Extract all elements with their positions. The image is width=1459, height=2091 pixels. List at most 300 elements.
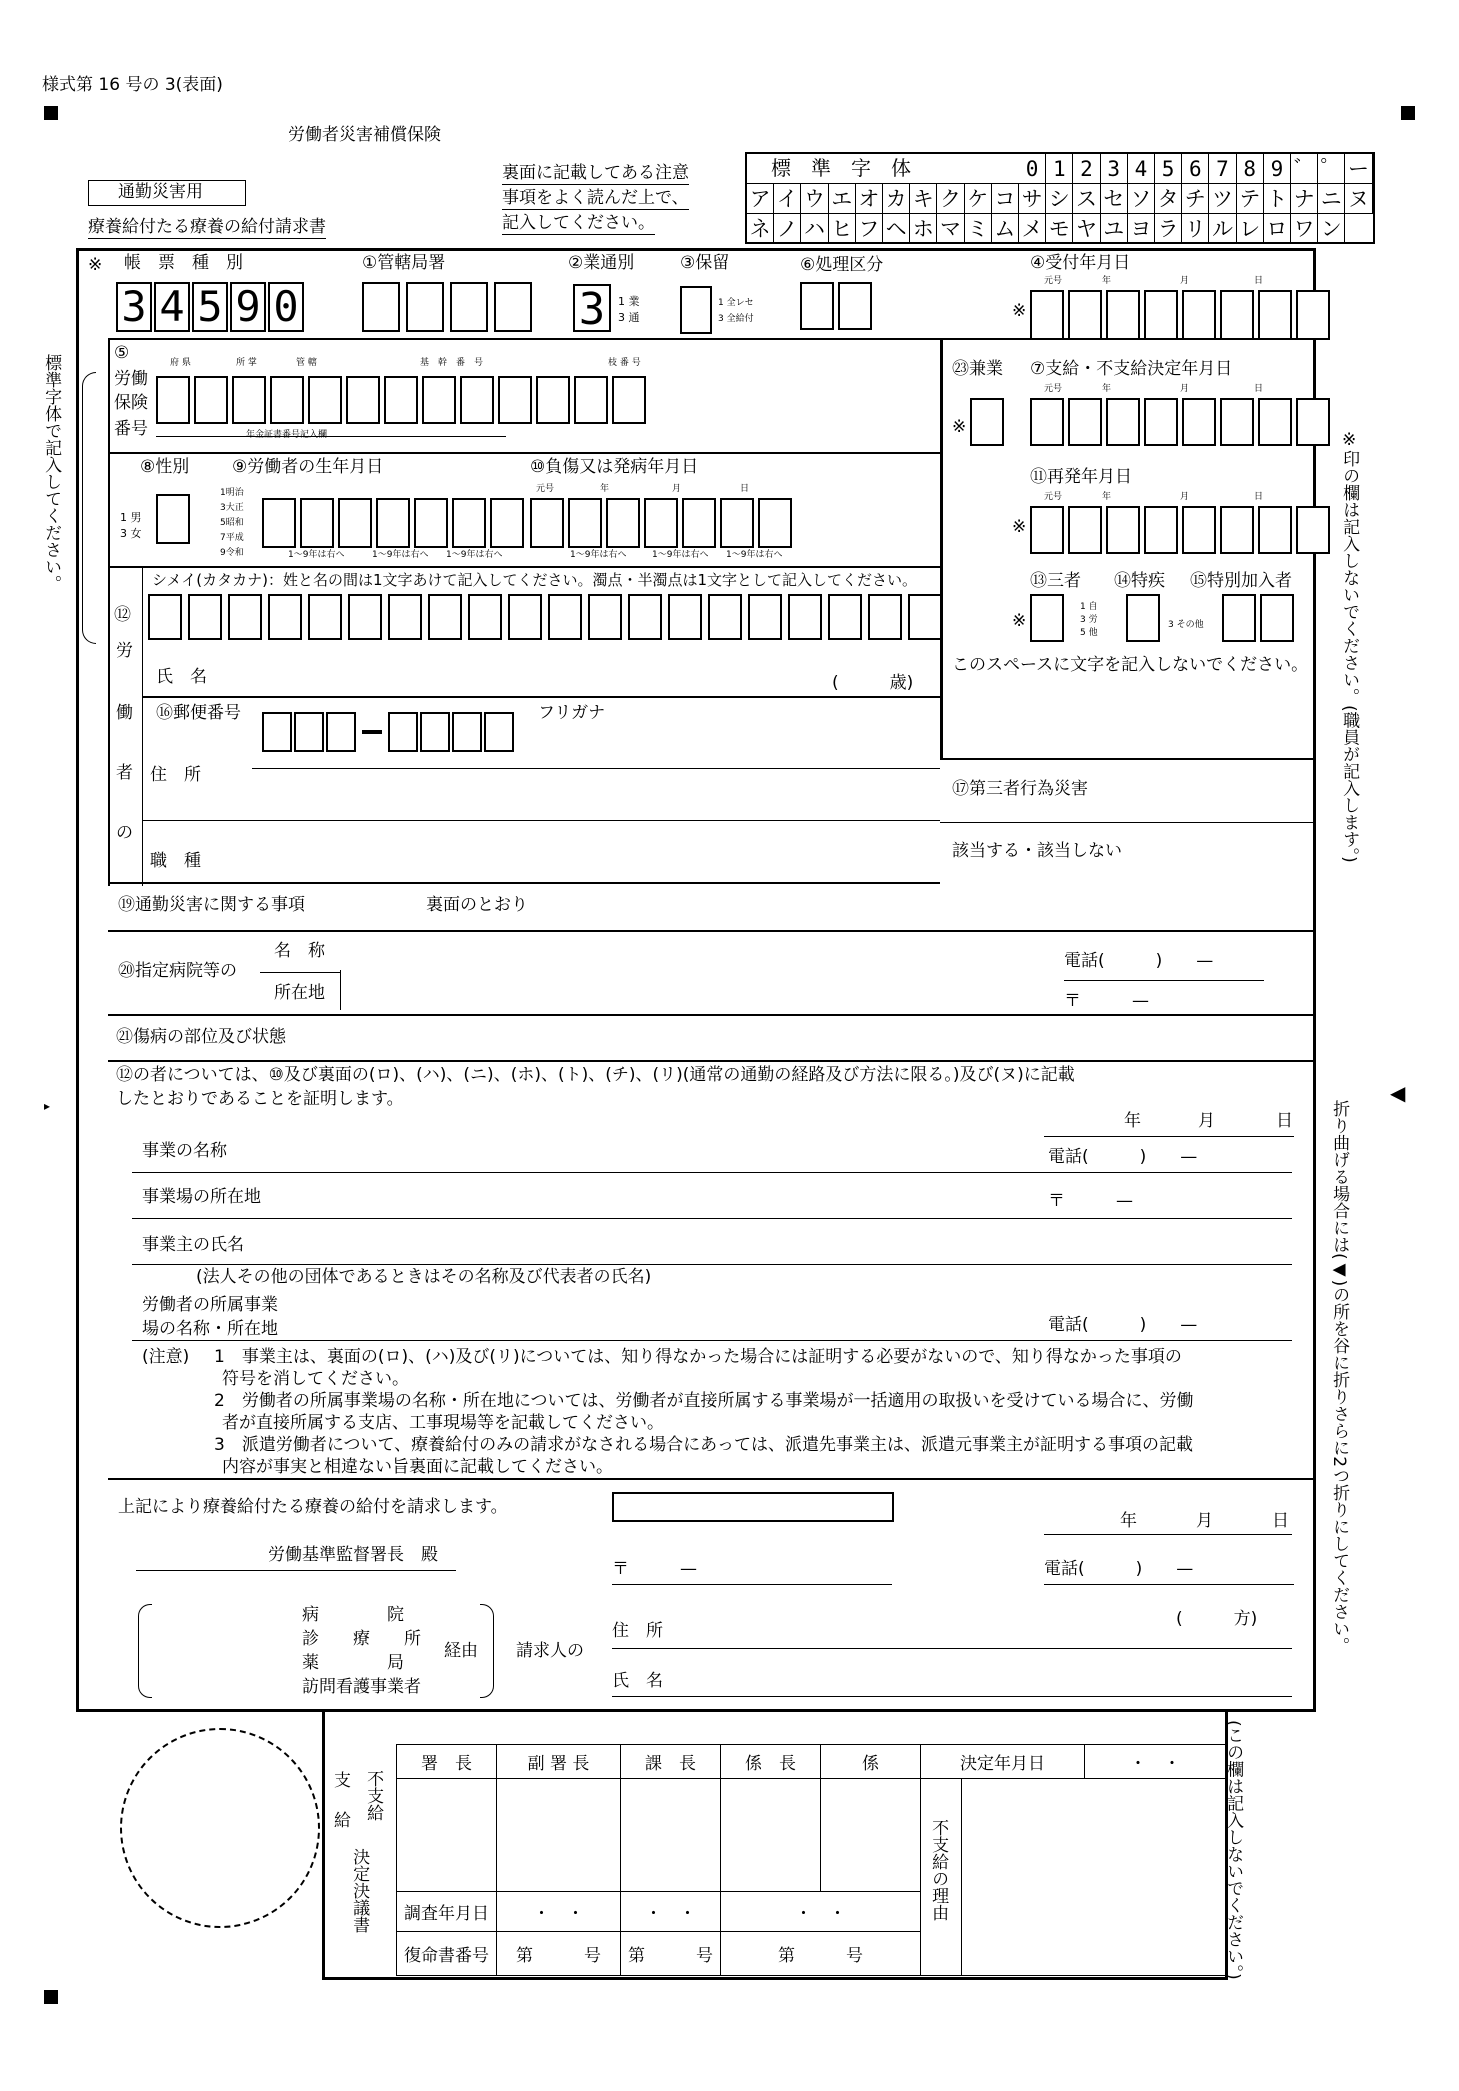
- received-cell-0[interactable]: [1030, 290, 1064, 340]
- std-char-kana2-19: ロ: [1264, 214, 1291, 244]
- std-char-kana1-22: ヌ: [1345, 184, 1372, 214]
- biz-place-label: 事業場の所在地: [142, 1187, 261, 1207]
- stamp-fukushocho[interactable]: [497, 1779, 621, 1892]
- tokushitsu-label: ⑭特疾: [1114, 571, 1165, 591]
- birth-cell-4[interactable]: [414, 498, 448, 548]
- tokubetsu-cell-1[interactable]: [1222, 594, 1256, 642]
- ledger-digit-2[interactable]: 5: [192, 282, 228, 332]
- kana-cell-17[interactable]: [828, 594, 862, 640]
- kana-cell-13[interactable]: [668, 594, 702, 640]
- std-char-kana1-6: キ: [910, 184, 937, 214]
- received-cell-6[interactable]: [1258, 290, 1292, 340]
- sansha-opt-3: 5 他: [1080, 628, 1098, 638]
- pay-cell-4[interactable]: [1182, 398, 1216, 446]
- bureau-cell-3[interactable]: [494, 282, 532, 332]
- request-postal: 〒 —: [612, 1559, 697, 1579]
- insurance-cell-11[interactable]: [574, 376, 608, 424]
- kana-cell-11[interactable]: [588, 594, 622, 640]
- std-char-kana2-20: ワ: [1291, 214, 1318, 244]
- bureau-cell-1[interactable]: [406, 282, 444, 332]
- reinstate-no-1: 第 号: [497, 1931, 621, 1975]
- std-char-kana2-3: ヒ: [829, 214, 856, 244]
- kana-cell-7[interactable]: [428, 594, 462, 640]
- birth-cell-3[interactable]: [376, 498, 410, 548]
- biz-tel: 電話( ) —: [1048, 1147, 1198, 1167]
- reinstate-no-3: 第 号: [721, 1931, 921, 1975]
- postal-dash: [362, 730, 382, 734]
- business-opt-1: 1 業: [618, 295, 640, 308]
- insurance-cell-10[interactable]: [536, 376, 570, 424]
- ledger-digit-0[interactable]: 3: [116, 282, 152, 332]
- request-stamp-box[interactable]: [612, 1492, 894, 1522]
- owner-label: 事業主の氏名: [142, 1235, 244, 1255]
- received-cell-5[interactable]: [1220, 290, 1254, 340]
- ins-col-eda: 枝 番 号: [608, 358, 641, 368]
- std-char-digit-7: 7: [1209, 154, 1236, 184]
- request-text: 上記により療養給付たる療養の給付を請求します。: [118, 1497, 508, 1517]
- recurrence-cell-0[interactable]: [1030, 506, 1064, 554]
- injury-cell-2[interactable]: [606, 498, 640, 548]
- ins-circle: ⑤: [114, 343, 130, 363]
- sansha-opt-1: 1 自: [1080, 602, 1098, 612]
- fold-arrow-right: ◀: [1390, 1081, 1406, 1105]
- rec-era-1: 年: [1102, 492, 1112, 502]
- bureau-cell-0[interactable]: [362, 282, 400, 332]
- worker-num: ⑫: [114, 605, 131, 625]
- kengyo-label: ㉓兼業: [952, 359, 1003, 379]
- injury-era-0: 元号: [536, 484, 555, 494]
- rec-era-0: 元号: [1044, 492, 1063, 502]
- recurrence-cell-4[interactable]: [1182, 506, 1216, 554]
- commute-label: 通勤災害用: [118, 182, 203, 202]
- space-note: このスペースに文字を記入しないでください。: [952, 655, 1309, 675]
- injury-hint-3: 1～9年は右へ: [726, 550, 783, 560]
- birth-cell-1[interactable]: [300, 498, 334, 548]
- hospital-label: ⑳指定病院等の: [118, 961, 237, 981]
- std-char-kana2-5: ヘ: [883, 214, 910, 244]
- notes-head: (注意): [142, 1347, 190, 1367]
- injury-cell-6[interactable]: [758, 498, 792, 548]
- recurrence-cell-2[interactable]: [1106, 506, 1140, 554]
- std-char-kana2-8: ミ: [965, 214, 992, 244]
- decision-date-label: 決定年月日: [921, 1745, 1085, 1779]
- postal-label: ⑯郵便番号: [156, 703, 241, 723]
- std-char-kana1-19: ト: [1264, 184, 1291, 214]
- std-char-kana1-17: ツ: [1209, 184, 1236, 214]
- std-char-kana2-0: ネ: [747, 214, 774, 244]
- std-char-digit-6: 6: [1182, 154, 1209, 184]
- insurance-cell-12[interactable]: [612, 376, 646, 424]
- worker-side-2: 働: [116, 703, 133, 723]
- std-char-digit-11: ゜: [1318, 154, 1345, 184]
- postal-cell-4[interactable]: [420, 712, 450, 752]
- injury-cell-3[interactable]: [644, 498, 678, 548]
- insurance-cell-3[interactable]: [270, 376, 304, 424]
- std-char-digit-12: ー: [1345, 154, 1372, 184]
- std-char-kana2-11: モ: [1046, 214, 1073, 244]
- std-char-kana1-20: ナ: [1291, 184, 1318, 214]
- gender-opt-1: 1 男: [120, 511, 142, 524]
- recurrence-label: ⑪再発年月日: [1030, 467, 1132, 487]
- request-year: 年: [1120, 1511, 1137, 1531]
- kana-cell-5[interactable]: [348, 594, 382, 640]
- received-cell-3[interactable]: [1144, 290, 1178, 340]
- std-char-kana2-6: ホ: [910, 214, 937, 244]
- std-char-kana2-7: マ: [937, 214, 964, 244]
- injury-date-label: ⑩負傷又は発病年月日: [530, 457, 699, 477]
- kana-cell-0[interactable]: [148, 594, 182, 640]
- birth-cell-5[interactable]: [452, 498, 486, 548]
- ins-label-1: 労働: [114, 369, 148, 389]
- place-nursing: 訪問看護事業者: [302, 1677, 421, 1697]
- decision-side-1a: 支: [334, 1771, 351, 1791]
- gender-label: ⑧性別: [140, 457, 190, 477]
- tokubetsu-cell-2[interactable]: [1260, 594, 1294, 642]
- insurance-title: 労働者災害補償保険: [288, 125, 441, 145]
- bureau-label: ①管轄局署: [362, 253, 446, 273]
- std-char-digit-8: 8: [1237, 154, 1264, 184]
- cert-day: 日: [1276, 1111, 1293, 1131]
- injury-cell-0[interactable]: [530, 498, 564, 548]
- recurrence-cell-7[interactable]: [1296, 506, 1330, 554]
- insurance-cell-7[interactable]: [422, 376, 456, 424]
- affil-tel: 電話( ) —: [1048, 1315, 1198, 1335]
- std-char-kana2-17: ル: [1209, 214, 1236, 244]
- stamp-kacho[interactable]: [621, 1779, 721, 1892]
- sansha-label: ⑬三者: [1030, 571, 1081, 591]
- std-char-digit-5: 5: [1155, 154, 1182, 184]
- job-label: 職 種: [150, 851, 201, 871]
- note-2a: 2 労働者の所属事業場の名称・所在地については、労働者が直接所属する事業場が一括適用の取扱いを受けている場合に、労働: [214, 1391, 1194, 1411]
- std-char-digit-1: 1: [1046, 154, 1073, 184]
- std-char-kana2-9: ム: [992, 214, 1019, 244]
- kana-cell-3[interactable]: [268, 594, 302, 640]
- std-char-kana1-2: ウ: [801, 184, 828, 214]
- stamp-shocho[interactable]: [397, 1779, 497, 1892]
- ins-col-shoshou: 所 掌: [236, 358, 257, 368]
- birth-cell-0[interactable]: [262, 498, 296, 548]
- std-char-kana1-8: ケ: [965, 184, 992, 214]
- birth-cell-6[interactable]: [490, 498, 524, 548]
- insurance-cell-2[interactable]: [232, 376, 266, 424]
- ledger-label: 帳 票 種 別: [124, 253, 243, 273]
- ins-col-kikan: 基 幹 番 号: [420, 358, 484, 368]
- kengyo-cell[interactable]: [970, 398, 1004, 446]
- injury-era-3: 日: [740, 484, 750, 494]
- request-month: 月: [1196, 1511, 1213, 1531]
- gender-cell[interactable]: [156, 494, 190, 544]
- process-label: ⑥処理区分: [800, 255, 884, 275]
- kome-recurrence: ※: [1012, 517, 1027, 537]
- sansha-opt-2: 3 労: [1080, 615, 1098, 625]
- recurrence-cell-5[interactable]: [1220, 506, 1254, 554]
- left-margin-note: 標準字体で記入してください。: [41, 354, 62, 592]
- decision-side-1b: 給: [334, 1811, 351, 1831]
- business-opt-2: 3 通: [618, 311, 640, 324]
- kome-sansha: ※: [1012, 611, 1027, 631]
- commute-items-value: 裏面のとおり: [426, 895, 528, 915]
- kome-kengyo: ※: [952, 417, 967, 437]
- reinstate-label: 復命書番号: [397, 1931, 497, 1975]
- std-char-digit-2: 2: [1073, 154, 1100, 184]
- notice-1: 裏面に記載してある注意: [502, 163, 689, 183]
- role-shocho: 署 長: [397, 1745, 497, 1779]
- std-char-kana2-2: ハ: [801, 214, 828, 244]
- business-type-value: 3: [578, 284, 606, 335]
- hold-cell[interactable]: [680, 286, 712, 334]
- ledger-digit-4[interactable]: 0: [268, 282, 304, 332]
- pay-cell-3[interactable]: [1144, 398, 1178, 446]
- kana-cell-8[interactable]: [468, 594, 502, 640]
- std-char-table: [745, 152, 1375, 244]
- injury-era-2: 月: [672, 484, 682, 494]
- ins-label-2: 保険: [114, 393, 148, 413]
- seal-circle: [120, 1728, 320, 1928]
- insurance-cell-5[interactable]: [346, 376, 380, 424]
- kana-cell-2[interactable]: [228, 594, 262, 640]
- recurrence-cell-3[interactable]: [1144, 506, 1178, 554]
- decision-side-3: 決定決議書: [349, 1848, 370, 1933]
- std-char-kana2-16: リ: [1182, 214, 1209, 244]
- std-char-kana1-12: ス: [1073, 184, 1100, 214]
- place-clinic: 診 療 所: [302, 1629, 421, 1649]
- tokubetsu-label: ⑮特別加入者: [1190, 571, 1292, 591]
- std-char-kana1-16: チ: [1182, 184, 1209, 214]
- birth-era-4: 7平成: [220, 533, 244, 543]
- kana-cell-16[interactable]: [788, 594, 822, 640]
- kana-cell-6[interactable]: [388, 594, 422, 640]
- ledger-digit-1[interactable]: 4: [154, 282, 190, 332]
- request-to: 労働基準監督署長 殿: [268, 1545, 438, 1565]
- role-kakari: 係: [821, 1745, 921, 1779]
- recurrence-cell-6[interactable]: [1258, 506, 1292, 554]
- insurance-cell-1[interactable]: [194, 376, 228, 424]
- note-3b: 内容が事実と相違ない旨裏面に記載してください。: [222, 1457, 613, 1477]
- ins-col-pref: 府 県: [170, 358, 191, 368]
- worker-side-4: の: [116, 823, 133, 843]
- ins-label-3: 番号: [114, 419, 148, 439]
- corp-note: (法人その他の団体であるときはその名称及び代表者の氏名): [196, 1267, 652, 1287]
- received-cell-1[interactable]: [1068, 290, 1102, 340]
- std-char-kana1-7: ク: [937, 184, 964, 214]
- kana-cell-14[interactable]: [708, 594, 742, 640]
- rec-era-2: 月: [1180, 492, 1190, 502]
- birth-era-2: 3大正: [220, 503, 244, 513]
- notice-2: 事項をよく読んだ上で、: [502, 188, 689, 208]
- birth-label: ⑨労働者の生年月日: [232, 457, 384, 477]
- hospital-address-label: 所在地: [274, 983, 325, 1003]
- std-char-kana1-18: テ: [1237, 184, 1264, 214]
- postal-cell-3[interactable]: [388, 712, 418, 752]
- tokushitsu-opt: 3 その他: [1168, 620, 1204, 630]
- postal-cell-2[interactable]: [326, 712, 356, 752]
- received-era-0: 元号: [1044, 276, 1063, 286]
- process-cell-2[interactable]: [838, 282, 872, 330]
- stamp-kakaricho[interactable]: [721, 1779, 821, 1892]
- upper-right-divider: [940, 338, 943, 758]
- kana-cell-12[interactable]: [628, 594, 662, 640]
- std-char-kana1-13: セ: [1101, 184, 1128, 214]
- injury-cell-5[interactable]: [720, 498, 754, 548]
- std-char-kana1-3: エ: [829, 184, 856, 214]
- injury-part-label: ㉑傷病の部位及び状態: [116, 1027, 286, 1047]
- postal-cell-6[interactable]: [484, 712, 514, 752]
- right-margin-note-3: (この欄は記入しないでください。): [1223, 1720, 1244, 1980]
- via-bracket-left: [138, 1604, 152, 1698]
- received-cell-4[interactable]: [1182, 290, 1216, 340]
- gender-opt-2: 3 女: [120, 527, 142, 540]
- hold-label: ③保留: [680, 253, 730, 273]
- received-era-2: 月: [1180, 276, 1190, 286]
- pay-cell-6[interactable]: [1258, 398, 1292, 446]
- received-era-1: 年: [1102, 276, 1112, 286]
- birth-era-1: 1明治: [220, 488, 244, 498]
- std-char-kana2-15: ラ: [1155, 214, 1182, 244]
- hospital-tel: 電話( ) —: [1064, 951, 1214, 971]
- birth-era-3: 5昭和: [220, 518, 244, 528]
- postal-cell-0[interactable]: [262, 712, 292, 752]
- ins-sublabel: 年金証書番号記入欄: [246, 430, 328, 440]
- postal-cell-5[interactable]: [452, 712, 482, 752]
- name-label: 氏 名: [156, 667, 207, 687]
- recurrence-cell-1[interactable]: [1068, 506, 1102, 554]
- pay-cell-0[interactable]: [1030, 398, 1064, 446]
- std-char-kana1-10: サ: [1019, 184, 1046, 214]
- place-hospital: 病 院: [302, 1605, 404, 1625]
- std-char-kana1-1: イ: [774, 184, 801, 214]
- note-3a: 3 派遣労働者について、療養給付のみの請求がなされる場合にあっては、派遣先事業主は、派遣元事業主が証明する事項の記載: [214, 1435, 1193, 1455]
- std-char-kana2-10: メ: [1019, 214, 1046, 244]
- address-label: 住 所: [150, 765, 201, 785]
- sansha-cell[interactable]: [1030, 594, 1064, 642]
- received-cell-2[interactable]: [1106, 290, 1140, 340]
- birth-era-5: 9令和: [220, 548, 244, 558]
- std-char-digit-10: ゛: [1291, 154, 1318, 184]
- stamp-kakari[interactable]: [821, 1779, 921, 1892]
- notice-3: 記入してください。: [502, 213, 655, 233]
- rec-era-3: 日: [1254, 492, 1264, 502]
- corner-marker-tr: [1401, 106, 1415, 120]
- injury-cell-1[interactable]: [568, 498, 602, 548]
- form-title: 療養給付たる療養の給付請求書: [88, 217, 326, 237]
- survey-dots-2: ・ ・: [621, 1891, 721, 1931]
- pay-cell-1[interactable]: [1068, 398, 1102, 446]
- std-char-digit-4: 4: [1128, 154, 1155, 184]
- decision-side-2: 不支給: [363, 1770, 384, 1821]
- bureau-cell-2[interactable]: [450, 282, 488, 332]
- insurance-cell-4[interactable]: [308, 376, 342, 424]
- applicant-name: 氏 名: [612, 1671, 663, 1691]
- reason-label: 不支給の理由: [928, 1819, 949, 1921]
- std-char-kana1-9: コ: [992, 184, 1019, 214]
- insurance-cell-6[interactable]: [384, 376, 418, 424]
- injury-hint-2: 1～9年は右へ: [652, 550, 709, 560]
- reinstate-no-2: 第 号: [621, 1931, 721, 1975]
- injury-era-1: 年: [600, 484, 610, 494]
- kana-cell-9[interactable]: [508, 594, 542, 640]
- decision-date-dots: ・ ・: [1085, 1745, 1226, 1779]
- survey-label: 調査年月日: [397, 1891, 497, 1931]
- ledger-digit-3[interactable]: 9: [230, 282, 266, 332]
- pay-era-0: 元号: [1044, 384, 1063, 394]
- postal-cell-1[interactable]: [294, 712, 324, 752]
- std-char-kana2-13: ユ: [1101, 214, 1128, 244]
- hold-opt-1: 1 全レセ: [718, 298, 754, 308]
- survey-dots-3: ・ ・: [721, 1891, 921, 1931]
- form-id: 様式第 16 号の 3(表面): [42, 75, 223, 95]
- pay-decision-label: ⑦支給・不支給決定年月日: [1030, 359, 1233, 379]
- hospital-name-label: 名 称: [274, 941, 325, 961]
- pay-cell-2[interactable]: [1106, 398, 1140, 446]
- corner-marker-bl: [44, 1990, 58, 2004]
- kana-cell-4[interactable]: [308, 594, 342, 640]
- insurance-cell-8[interactable]: [460, 376, 494, 424]
- right-margin-note-2: 折り曲げる場合には(◀)の所を谷に折りさらに2つ折りにしてください。: [1329, 1100, 1350, 1655]
- applicable-label: 該当する・該当しない: [952, 841, 1122, 861]
- biz-postal: 〒 —: [1048, 1191, 1133, 1211]
- kana-cell-15[interactable]: [748, 594, 782, 640]
- insurance-cell-9[interactable]: [498, 376, 532, 424]
- furigana-label: フリガナ: [538, 703, 606, 723]
- applicant-address: 住 所: [612, 1621, 663, 1641]
- tokushitsu-cell[interactable]: [1126, 594, 1160, 642]
- pay-era-3: 日: [1254, 384, 1264, 394]
- affil-label-1: 労働者の所属事業: [142, 1295, 278, 1315]
- biz-name-label: 事業の名称: [142, 1141, 227, 1161]
- birth-hint-3: 1～9年は右へ: [446, 550, 503, 560]
- insurance-cell-0[interactable]: [156, 376, 190, 424]
- fold-arrow-left: ▸: [44, 1099, 51, 1113]
- birth-cell-2[interactable]: [338, 498, 372, 548]
- role-kakaricho: 係 長: [721, 1745, 821, 1779]
- survey-dots-1: ・ ・: [497, 1891, 621, 1931]
- kana-cell-18[interactable]: [868, 594, 902, 640]
- std-char-kana1-4: オ: [856, 184, 883, 214]
- note-2b: 者が直接所属する支店、工事現場等を記載してください。: [222, 1413, 664, 1433]
- pay-cell-7[interactable]: [1296, 398, 1330, 446]
- injury-hint-1: 1～9年は右へ: [570, 550, 627, 560]
- cert-month: 月: [1198, 1111, 1215, 1131]
- ins-col-kankatsu: 管 轄: [296, 358, 317, 368]
- std-char-kana2-18: レ: [1237, 214, 1264, 244]
- request-day: 日: [1272, 1511, 1289, 1531]
- std-char-kana1-5: カ: [883, 184, 910, 214]
- hold-opt-2: 3 全給付: [718, 314, 754, 324]
- applicant-label: 請求人の: [516, 1641, 584, 1661]
- received-cell-7[interactable]: [1296, 290, 1330, 340]
- age-label: ( 歳): [832, 673, 914, 693]
- kana-cell-1[interactable]: [188, 594, 222, 640]
- kana-cell-10[interactable]: [548, 594, 582, 640]
- std-char-kana2-12: ヤ: [1073, 214, 1100, 244]
- std-char-kana1-0: ア: [747, 184, 774, 214]
- kana-cell-19[interactable]: [908, 594, 942, 640]
- std-char-kana1-14: ソ: [1128, 184, 1155, 214]
- kana-label: シメイ(カタカナ)：姓と名の間は1文字あけて記入してください。濁点・半濁点は1文字として記入してください。: [152, 571, 918, 589]
- injury-cell-4[interactable]: [682, 498, 716, 548]
- cert-text-1: ⑫の者については、⑩及び裏面の(ロ)、(ハ)、(ニ)、(ホ)、(ト)、(チ)、(リ)(通常の通勤の経路及び方法に限る。)及び(ヌ)に記載: [116, 1065, 1075, 1085]
- std-char-digit-9: 9: [1264, 154, 1291, 184]
- received-label: ④受付年月日: [1030, 253, 1131, 273]
- place-pharmacy: 薬 局: [302, 1653, 404, 1673]
- affil-label-2: 場の名称・所在地: [142, 1319, 278, 1339]
- pay-cell-5[interactable]: [1220, 398, 1254, 446]
- commute-items-label: ⑲通勤災害に関する事項: [118, 895, 305, 915]
- worker-side-1: 労: [116, 641, 133, 661]
- process-cell-1[interactable]: [800, 282, 834, 330]
- corner-marker-tl: [44, 106, 58, 120]
- std-char-kana2-21: ン: [1318, 214, 1345, 244]
